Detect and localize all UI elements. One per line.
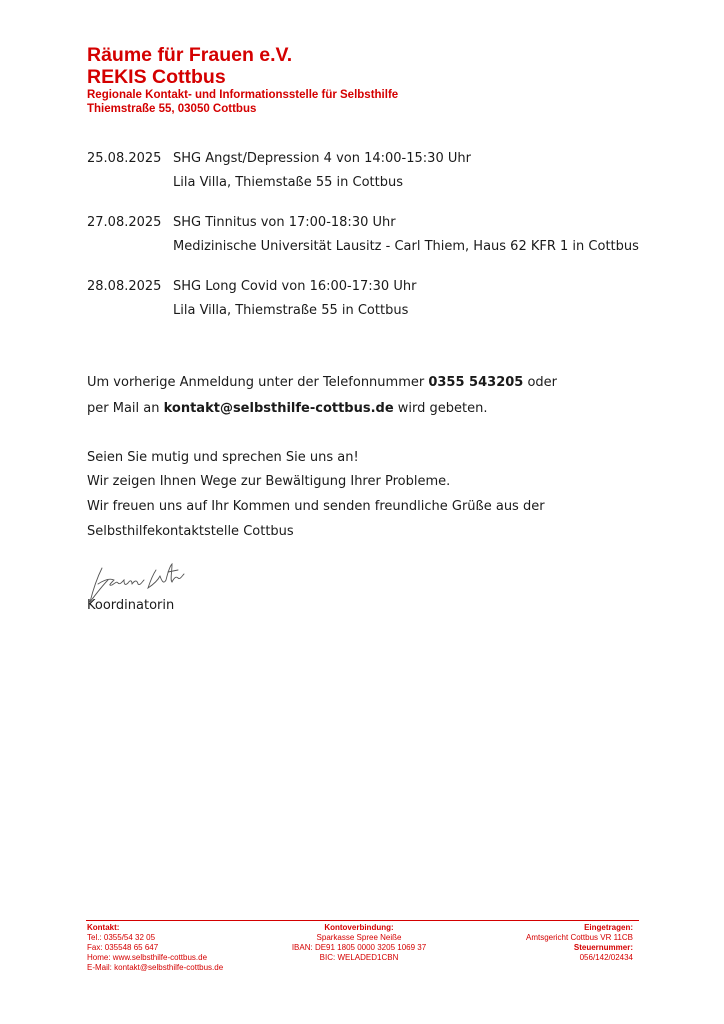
footer-bic: BIC: WELADED1CBN <box>319 953 399 962</box>
organization-subtitle: Regionale Kontakt- und Informationsstelle für Selbsthilfe <box>87 89 399 101</box>
closing-line: Seien Sie mutig und sprechen Sie uns an! <box>87 450 359 465</box>
event-title: SHG Tinnitus von 17:00-18:30 Uhr <box>173 215 396 230</box>
organization-address: Thiemstraße 55, 03050 Cottbus <box>87 103 257 115</box>
footer-homepage: Home: www.selbsthilfe-cottbus.de <box>87 953 208 962</box>
event-date: 28.08.2025 <box>87 279 162 294</box>
event-date: 25.08.2025 <box>87 151 162 166</box>
organization-name: Räume für Frauen e.V. <box>87 44 293 66</box>
footer-registry <box>437 923 633 963</box>
event-title: SHG Angst/Depression 4 von 14:00-15:30 Uhr <box>173 151 471 166</box>
footer-fax: Fax: 035548 65 647 <box>87 943 159 952</box>
footer-registry-court: Amtsgericht Cottbus VR 11CB <box>525 933 633 942</box>
email-address: kontakt@selbsthilfe-cottbus.de <box>163 401 394 416</box>
footer-contact <box>87 923 223 973</box>
registration-line-email: per Mail an kontakt@selbsthilfe-cottbus.de wird gebeten. <box>87 401 488 416</box>
footer-divider <box>86 920 639 921</box>
event-date: 27.08.2025 <box>87 215 162 230</box>
footer-tax-number: 056/142/02434 <box>579 953 633 962</box>
closing-line: Selbsthilfekontaktstelle Cottbus <box>87 524 294 539</box>
event-location: Medizinische Universität Lausitz - Carl Thiem, Haus 62 KFR 1 in Cottbus <box>173 239 639 254</box>
footer-bank-name: Sparkasse Spree Neiße <box>316 933 402 942</box>
footer-email: E-Mail: kontakt@selbsthilfe-cottbus.de <box>87 963 224 972</box>
footer-bank <box>259 923 459 963</box>
footer-iban: IBAN: DE91 1805 0000 3205 1069 37 <box>291 943 427 952</box>
organization-subname: REKIS Cottbus <box>87 66 226 88</box>
footer-contact-heading: Kontakt: <box>87 923 120 932</box>
footer-phone: Tel.: 0355/54 32 05 <box>87 933 156 942</box>
footer-tax-heading: Steuernummer: <box>573 943 633 952</box>
event-location: Lila Villa, Thiemstaße 55 in Cottbus <box>173 175 403 190</box>
registration-line-phone: Um vorherige Anmeldung unter der Telefonnummer 0355 543205 oder <box>87 375 558 390</box>
footer-registry-heading: Eingetragen: <box>584 923 633 932</box>
footer-bank-heading: Kontoverbindung: <box>324 923 394 932</box>
signatory-role: Koordinatorin <box>87 598 175 613</box>
closing-line: Wir freuen uns auf Ihr Kommen und senden freundliche Grüße aus der <box>87 499 545 514</box>
phone-number: 0355 543205 <box>428 375 524 390</box>
closing-line: Wir zeigen Ihnen Wege zur Bewältigung Ihrer Probleme. <box>87 474 451 489</box>
event-location: Lila Villa, Thiemstraße 55 in Cottbus <box>173 303 409 318</box>
event-title: SHG Long Covid von 16:00-17:30 Uhr <box>173 279 417 294</box>
